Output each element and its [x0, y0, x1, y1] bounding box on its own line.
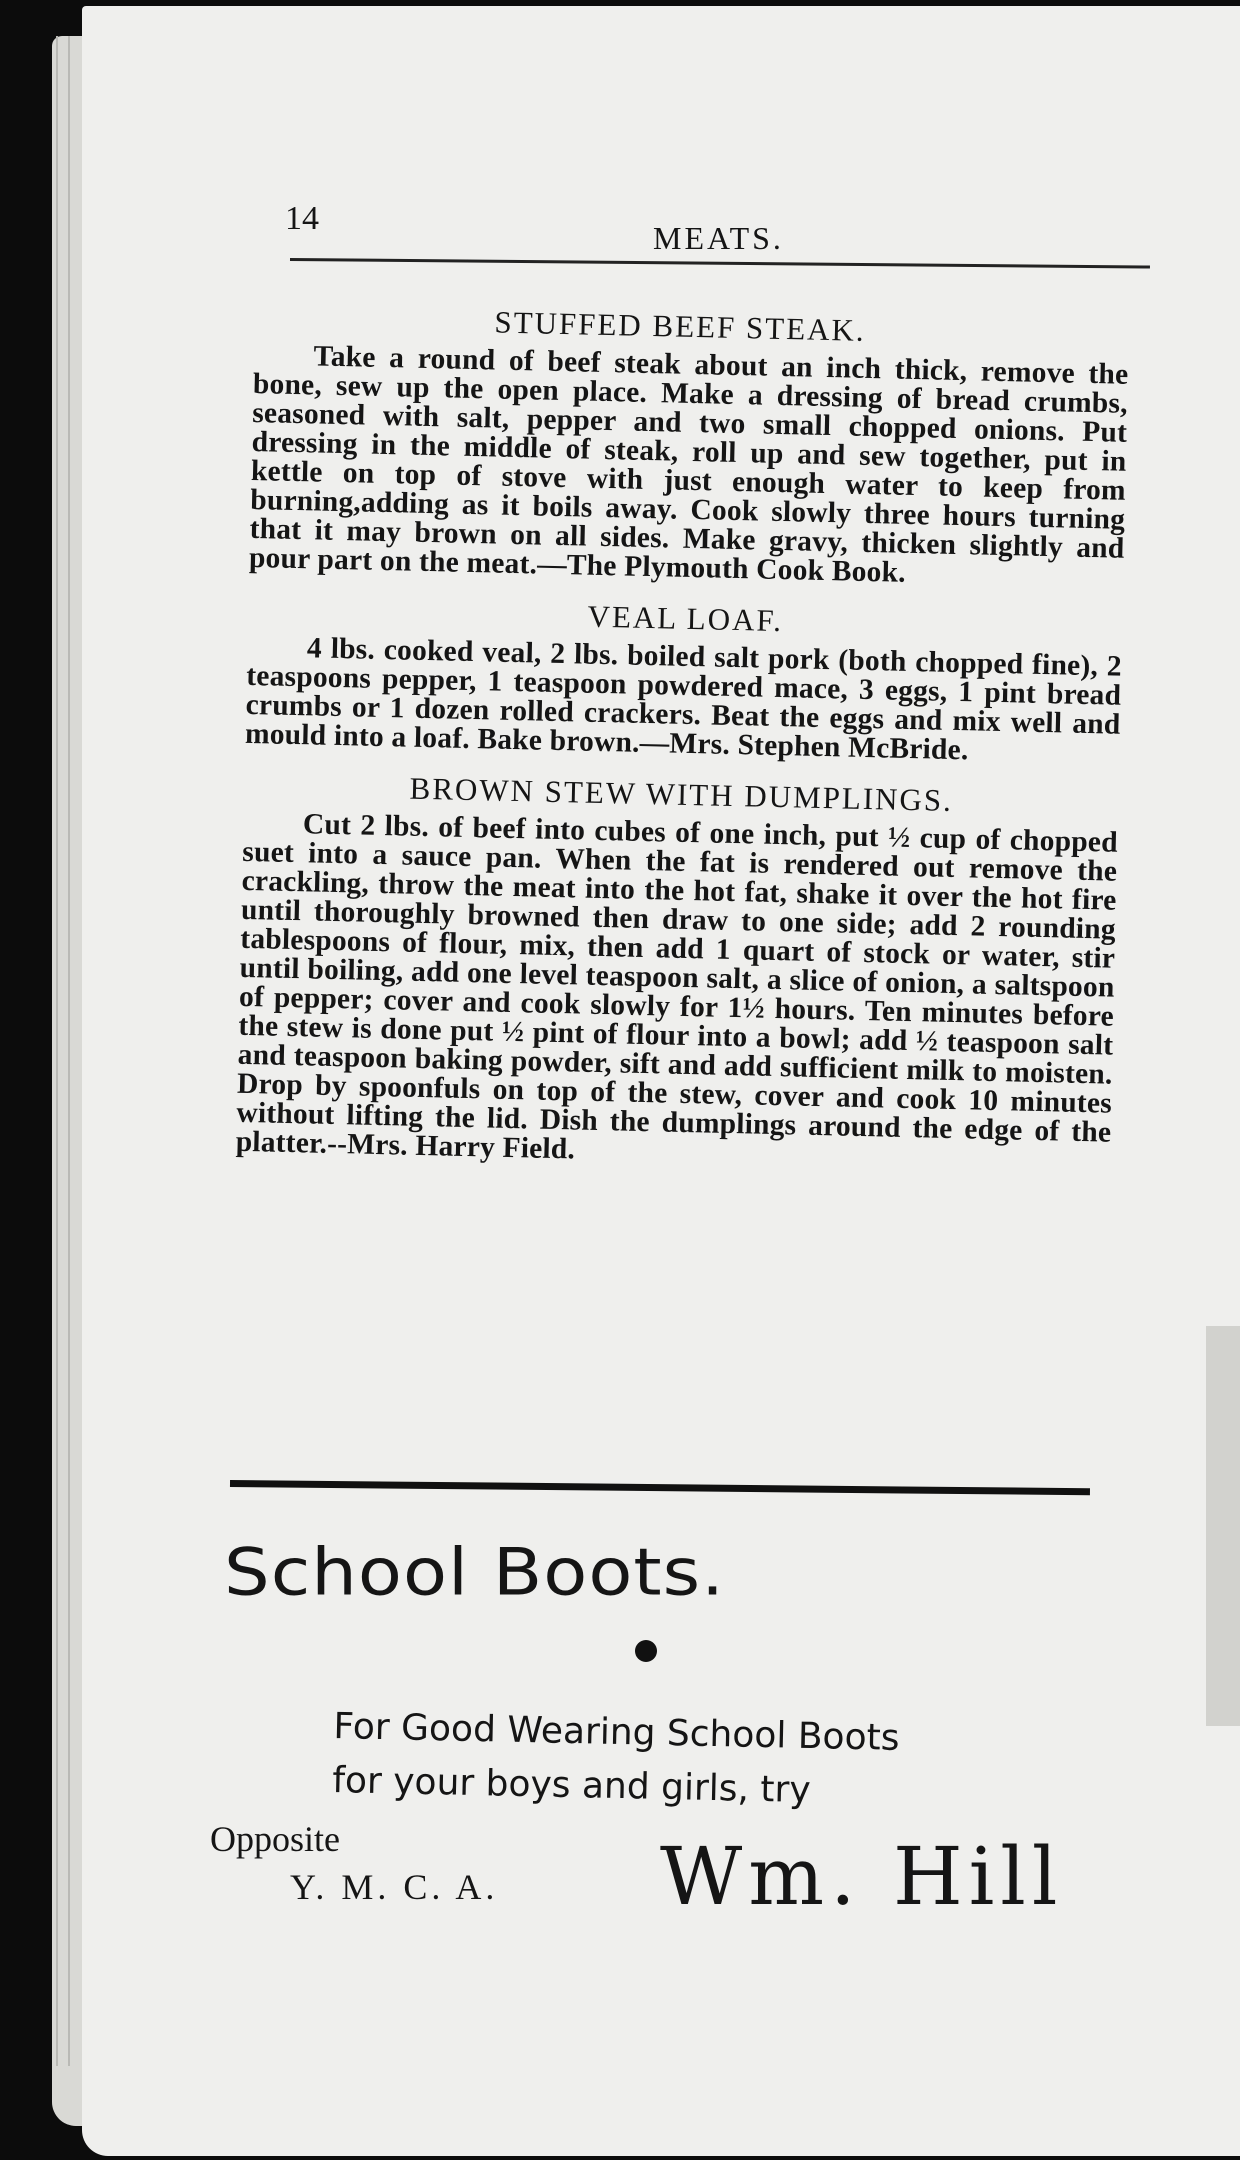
page-right-edge	[1206, 1326, 1240, 1726]
recipe-body: Cut 2 lbs. of beef into cubes of one inch, put ½ cup of chopped suet into a sauce pan. When the fat is rendered out remove the crackling, throw the meat into the hot fat, shake it over the hot fire until thoroughly browned then draw to one side; add 2 rounding tablespoons of flour, mix, then add 1 quart of stock or water, stir until boiling, add one level teaspoon salt, a slice of onion, a saltspoon of pepper; cover and cook slowly for 1½ hours. Ten minutes before the stew is done put ½ pint of flour into a bowl; add ½ teaspoon salt and teaspoon baking powder, sift and add sufficient milk to moisten. Drop by spoonfuls on top of the stew, cover and cook 10 minutes without lifting the lid. Dish the dumplings around the edge of the platter.--Mrs. Harry Field.	[235, 808, 1119, 1166]
advertisement-location	[210, 1815, 498, 1911]
advertisement-text-line: For Good Wearing School Boots	[333, 1705, 900, 1759]
recipe-title: STUFFED BEEF STEAK.	[494, 304, 867, 348]
running-head	[285, 200, 805, 260]
advertisement-text	[332, 1700, 900, 1820]
page-number: 14	[285, 200, 319, 237]
recipe-title: VEAL LOAF.	[587, 598, 784, 639]
merchant-name: Wm. Hill	[660, 1830, 1064, 1923]
advertisement-heading: School Boots.	[224, 1534, 726, 1610]
advertisement-text-line: for your boys and girls, try	[331, 1759, 812, 1811]
page-edge-line	[68, 36, 70, 2066]
section-title: MEATS.	[653, 220, 784, 256]
recipe-title: BROWN STEW WITH DUMPLINGS.	[409, 770, 954, 818]
recipe-body: 4 lbs. cooked veal, 2 lbs. boiled salt pork (both chopped fine), 2 teaspoons pepper, 1 teaspoon powdered mace, 3 eggs, 1 pint bread crumbs or 1 dozen rolled crackers. Beat the eggs and mix well and mould into a loaf. Bake brown.—Mrs. Stephen McBride.	[244, 632, 1123, 767]
bullet-icon	[635, 1640, 657, 1662]
location-line: Opposite	[210, 1819, 340, 1859]
location-line: Y. M. C. A.	[290, 1867, 499, 1907]
recipe-column	[235, 295, 1130, 1191]
recipe-body: Take a round of beef steak about an inch thick, remove the bone, sew up the open place. Make a dressing of bread crumbs, seasoned with salt, pepper and two small chopped onions. Put dressing in the middle of steak, roll up and sew together, put in kettle on top of stove with just enough water to keep from burning,adding as it boils away. Cook slowly three hours turning that it may brown on all sides. Make gravy, thicken slightly and pour part on the meat.—The Plymouth Cook Book.	[248, 340, 1129, 589]
page-edge-line	[56, 36, 58, 2066]
